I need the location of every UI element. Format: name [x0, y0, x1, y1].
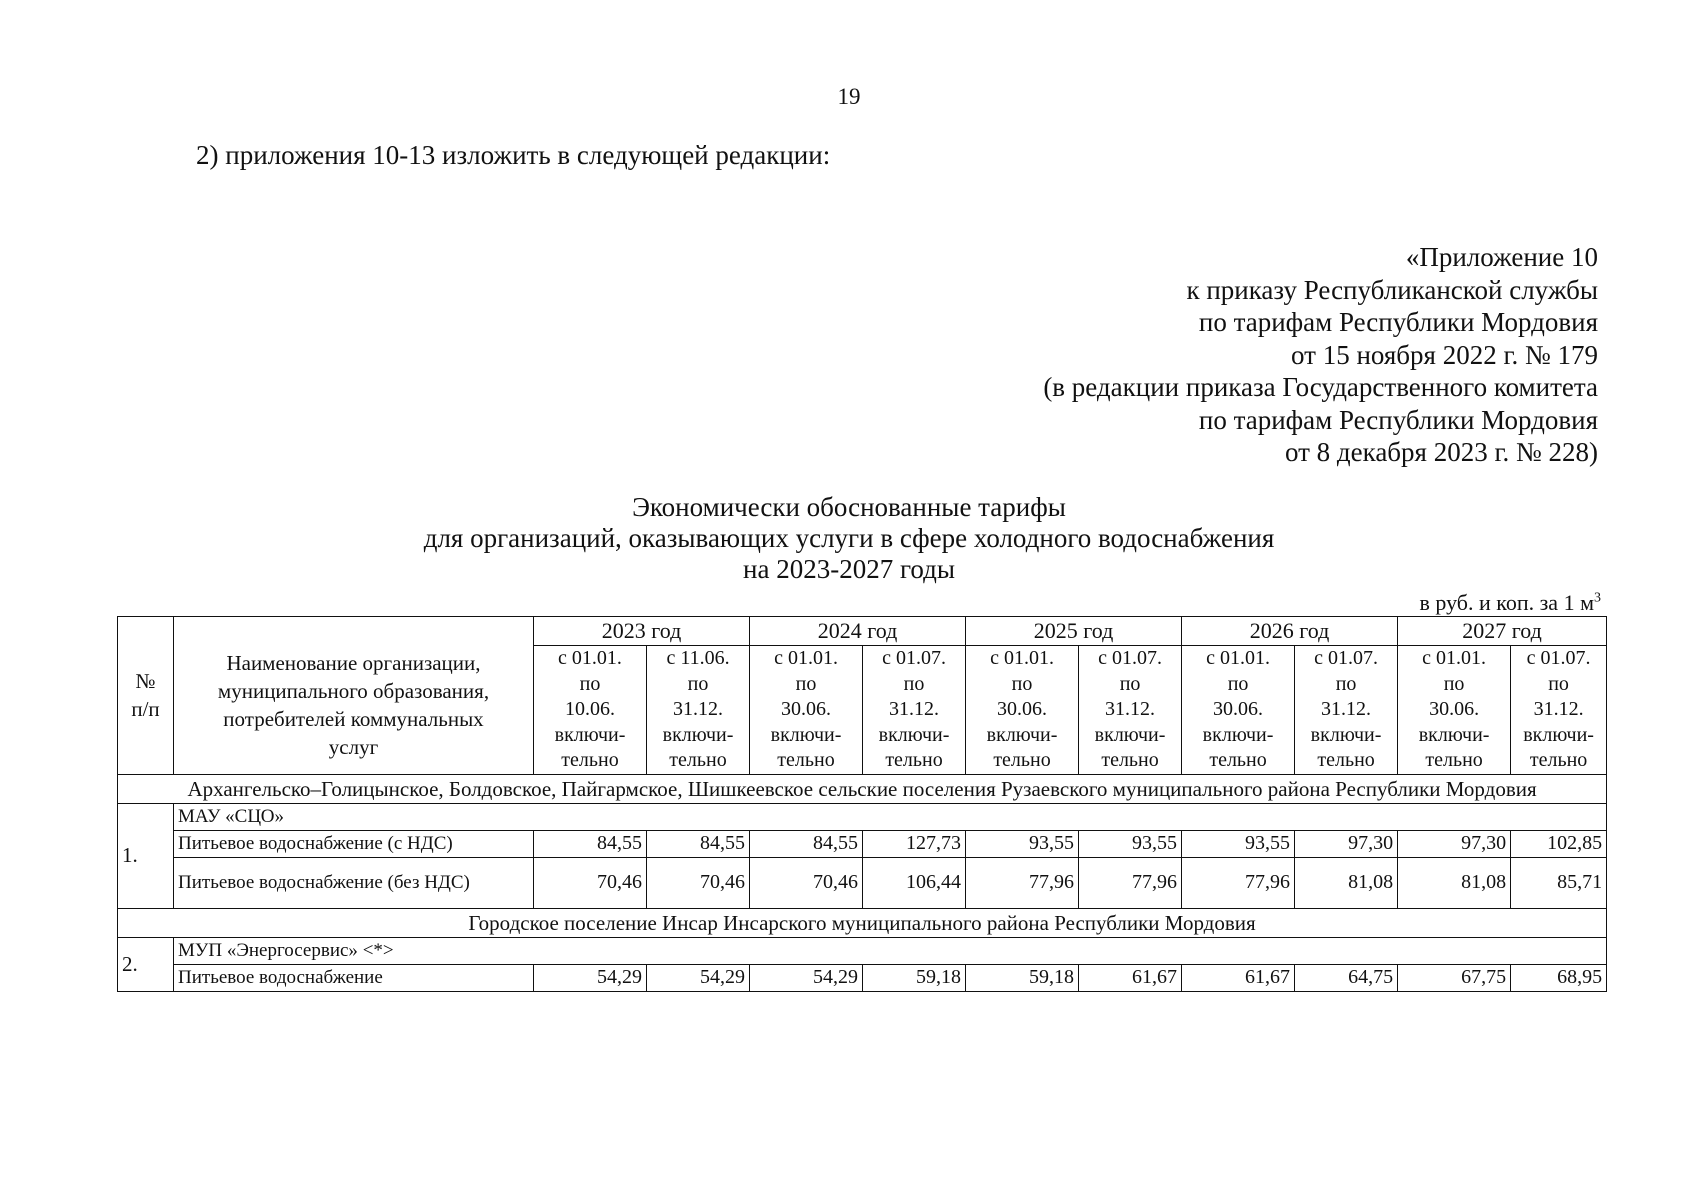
header-line: муниципального образования,	[217, 679, 490, 704]
service-name: Питьевое водоснабжение	[174, 964, 534, 991]
period-line: включи-	[1310, 723, 1382, 746]
period-line: 10.06.	[565, 698, 615, 720]
appendix-line: от 15 ноября 2022 г. № 179	[1291, 339, 1598, 370]
tariff-value: 59,18	[863, 964, 966, 991]
period-line: 30.06.	[1429, 698, 1480, 720]
tariff-row	[118, 964, 1607, 991]
period-line: по	[903, 672, 925, 695]
appendix-line: «Приложение 10	[1405, 242, 1598, 272]
tariff-value: 70,46	[750, 857, 863, 908]
period-line: тельно	[1317, 749, 1375, 771]
period-header	[647, 646, 750, 775]
period-line: 31.12.	[1105, 698, 1156, 720]
appendix-reference	[1043, 241, 1598, 469]
period-line: тельно	[561, 749, 619, 771]
tariff-value: 68,95	[1511, 964, 1607, 991]
tariff-value: 70,46	[534, 857, 647, 908]
period-line: по	[579, 672, 601, 695]
period-line: по	[795, 672, 817, 695]
period-header	[1511, 646, 1607, 775]
tariff-value: 54,29	[647, 964, 750, 991]
intro-text: 2) приложения 10-13 изложить в следующей редакции:	[196, 140, 831, 170]
period-line: тельно	[1101, 749, 1159, 771]
period-line: тельно	[777, 749, 835, 771]
tariff-value: 84,55	[534, 830, 647, 857]
header-row-years	[118, 617, 1607, 646]
tariff-value: 77,96	[1182, 857, 1295, 908]
period-line: 31.12.	[889, 698, 940, 720]
tariff-value: 54,29	[534, 964, 647, 991]
tariff-row	[118, 830, 1607, 857]
organization-row	[118, 803, 1607, 830]
tariff-value: 85,71	[1511, 857, 1607, 908]
header-line: Наименование организации,	[226, 651, 481, 676]
title-line: для организаций, оказывающих услуги в сфере холодного водоснабжения	[423, 523, 1275, 553]
period-line: с 01.01.	[774, 647, 838, 669]
period-line: 30.06.	[997, 698, 1048, 720]
tariff-value: 93,55	[1182, 830, 1295, 857]
appendix-line: (в редакции приказа Государственного комитета	[1043, 372, 1598, 402]
year-header: 2023 год	[534, 617, 750, 646]
period-line: с 01.07.	[1098, 647, 1162, 669]
tariff-value: 77,96	[1079, 857, 1182, 908]
period-header	[1398, 646, 1511, 775]
period-line: с 01.01.	[558, 647, 622, 669]
period-line: 30.06.	[1213, 698, 1264, 720]
period-line: с 01.07.	[1314, 647, 1378, 669]
organization-name	[174, 803, 1607, 830]
units-text: в руб. и коп. за 1 м	[1419, 590, 1594, 615]
title-line: Экономически обоснованные тарифы	[632, 492, 1066, 522]
period-header	[966, 646, 1079, 775]
period-line: включи-	[662, 723, 734, 746]
document-title	[0, 492, 1698, 585]
period-line: включи-	[770, 723, 842, 746]
tariff-value: 81,08	[1295, 857, 1398, 908]
tariff-value: 84,55	[750, 830, 863, 857]
period-line: тельно	[1425, 749, 1483, 771]
period-line: по	[1548, 672, 1569, 695]
period-line: тельно	[1529, 749, 1588, 771]
period-line: с 01.07.	[882, 647, 946, 669]
period-line: включи-	[878, 723, 950, 746]
tariff-value: 64,75	[1295, 964, 1398, 991]
header-line: потребителей коммунальных	[223, 707, 484, 732]
tariff-value: 61,67	[1079, 964, 1182, 991]
year-header: 2025 год	[966, 617, 1182, 646]
period-line: тельно	[885, 749, 943, 771]
period-header	[1182, 646, 1295, 775]
tariff-value: 102,85	[1511, 830, 1607, 857]
year-header: 2026 год	[1182, 617, 1398, 646]
tariff-table	[117, 616, 1607, 992]
period-line: включи-	[1202, 723, 1274, 746]
tariff-value: 70,46	[647, 857, 750, 908]
tariff-value: 106,44	[863, 857, 966, 908]
page-number: 19	[837, 84, 861, 109]
period-line: 31.12.	[673, 698, 723, 720]
row-number: 1.	[118, 803, 174, 908]
organization-note: <*>	[357, 939, 394, 961]
organization-row	[118, 937, 1607, 964]
year-header: 2024 год	[750, 617, 966, 646]
tariff-row	[118, 857, 1607, 908]
period-line: тельно	[993, 749, 1051, 771]
title-line: на 2023-2027 годы	[743, 554, 955, 584]
units-superscript: 3	[1594, 590, 1601, 606]
period-line: включи-	[1523, 723, 1594, 746]
period-line: по	[1011, 672, 1033, 695]
period-line: тельно	[1209, 749, 1267, 771]
column-name-header	[174, 617, 534, 775]
period-line: по	[1443, 672, 1465, 695]
period-line: по	[687, 672, 709, 695]
tariff-value: 127,73	[863, 830, 966, 857]
tariff-value: 84,55	[647, 830, 750, 857]
period-header	[1295, 646, 1398, 775]
period-header	[750, 646, 863, 775]
tariff-value: 77,96	[966, 857, 1079, 908]
tariff-value: 93,55	[966, 830, 1079, 857]
section-row	[118, 774, 1607, 803]
period-header	[1079, 646, 1182, 775]
tariff-value: 97,30	[1295, 830, 1398, 857]
period-line: с 01.01.	[990, 647, 1054, 669]
appendix-line: от 8 декабря 2023 г. № 228)	[1284, 437, 1598, 467]
column-number-header	[118, 617, 174, 775]
period-line: по	[1119, 672, 1141, 695]
period-line: включи-	[554, 723, 626, 746]
tariff-value: 93,55	[1079, 830, 1182, 857]
tariff-value: 81,08	[1398, 857, 1511, 908]
header-line: №	[135, 669, 156, 694]
organization-label: МАУ «СЦО»	[178, 805, 285, 827]
tariff-value: 67,75	[1398, 964, 1511, 991]
period-line: по	[1227, 672, 1249, 695]
tariff-value: 97,30	[1398, 830, 1511, 857]
service-name: Питьевое водоснабжение (с НДС)	[174, 830, 534, 857]
period-line: тельно	[669, 749, 727, 771]
period-line: с 01.01.	[1422, 647, 1486, 669]
tariff-value: 61,67	[1182, 964, 1295, 991]
tariff-value: 54,29	[750, 964, 863, 991]
section-row	[118, 908, 1607, 937]
organization-label: МУП «Энергосервис»	[178, 939, 358, 961]
period-line: включи-	[1418, 723, 1490, 746]
row-number: 2.	[118, 937, 174, 991]
period-line: с 11.06.	[666, 647, 730, 669]
period-line: включи-	[1094, 723, 1166, 746]
appendix-line: по тарифам Республики Мордовия	[1198, 404, 1598, 435]
period-line: 30.06.	[781, 698, 832, 720]
organization-name	[174, 937, 1607, 964]
period-line: с 01.07.	[1526, 647, 1591, 669]
period-line: с 01.01.	[1206, 647, 1270, 669]
period-header	[863, 646, 966, 775]
appendix-line: к приказу Республиканской службы	[1186, 274, 1598, 305]
period-line: 31.12.	[1321, 698, 1372, 720]
period-line: 31.12.	[1533, 698, 1584, 720]
tariff-value: 59,18	[966, 964, 1079, 991]
period-line: по	[1335, 672, 1357, 695]
period-header	[534, 646, 647, 775]
period-line: включи-	[986, 723, 1058, 746]
section-title: Архангельско–Голицынское, Болдовское, Пайгармское, Шишкеевское сельские поселения Рузаевского муниципального района Республики Мордовия	[118, 774, 1607, 803]
service-name: Питьевое водоснабжение (без НДС)	[174, 857, 534, 908]
header-line: п/п	[131, 697, 160, 722]
year-header: 2027 год	[1398, 617, 1607, 646]
header-line: услуг	[328, 735, 379, 760]
units-label	[1420, 590, 1602, 616]
section-title: Городское поселение Инсар Инсарского муниципального района Республики Мордовия	[118, 908, 1607, 937]
appendix-line: по тарифам Республики Мордовия	[1198, 307, 1598, 337]
